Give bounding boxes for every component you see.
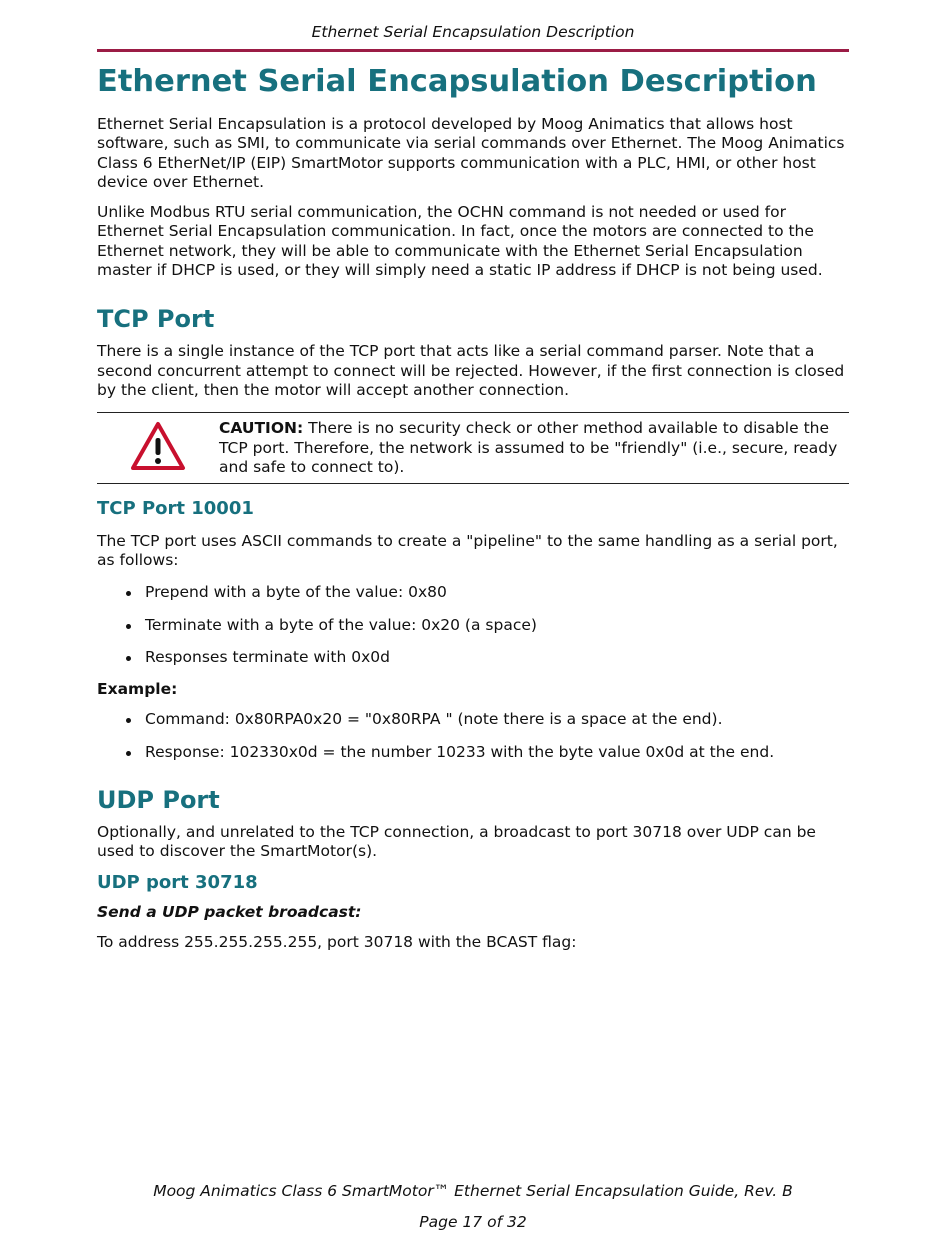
intro-paragraph-1: Ethernet Serial Encapsulation is a protocol developed by Moog Animatics that allows host software, such as SMI, to communicate via serial commands over Ethernet. The Moog Animatics Class 6 EtherNet/IP (EIP) SmartMotor supports communication with a PLC, HMI, or other host device over Ethernet. — [97, 115, 845, 191]
tcp-port-10001-paragraph: The TCP port uses ASCII commands to create a "pipeline" to the same handling as a serial port, as follows: — [97, 532, 838, 570]
tcp-port-10001-heading: TCP Port 10001 — [97, 498, 254, 520]
footer-page-number: Page 17 of 32 — [419, 1213, 527, 1231]
bullet-icon — [126, 656, 131, 661]
caution-label: CAUTION: — [219, 419, 304, 438]
caution-text — [219, 419, 849, 477]
list-item: Prepend with a byte of the value: 0x80 — [97, 583, 849, 602]
running-header: Ethernet Serial Encapsulation Description — [311, 23, 635, 41]
tcp-port-heading: TCP Port — [97, 305, 215, 334]
example-label: Example: — [97, 679, 178, 698]
page-title: Ethernet Serial Encapsulation Description — [97, 64, 817, 99]
send-broadcast-label: Send a UDP packet broadcast: — [97, 902, 362, 921]
list-item: Response: 102330x0d = the number 10233 with the byte value 0x0d at the end. — [97, 743, 849, 762]
header-rule — [97, 49, 849, 52]
example-list — [97, 710, 849, 762]
udp-port-heading: UDP Port — [97, 786, 220, 815]
bullet-icon — [126, 718, 131, 723]
list-item: Command: 0x80RPA0x20 = "0x80RPA " (note there is a space at the end). — [97, 710, 849, 729]
caution-message: There is no security check or other method available to disable the TCP port. Therefore, the network is assumed to be "friendly" (i.e., secure, ready and safe to connect to). — [219, 419, 838, 476]
page-content — [97, 63, 849, 952]
udp-port-30718-heading: UDP port 30718 — [97, 871, 258, 893]
caution-box — [97, 412, 849, 484]
tcp-rules-list — [97, 583, 849, 668]
broadcast-address-text: To address 255.255.255.255, port 30718 with the BCAST flag: — [97, 932, 577, 951]
bullet-icon — [126, 624, 131, 629]
list-item: Terminate with a byte of the value: 0x20 (a space) — [97, 616, 849, 635]
footer-guide-title: Moog Animatics Class 6 SmartMotor™ Ethernet Serial Encapsulation Guide, Rev. B — [153, 1182, 793, 1200]
list-item: Responses terminate with 0x0d — [97, 648, 849, 667]
udp-port-paragraph: Optionally, and unrelated to the TCP connection, a broadcast to port 30718 over UDP can be used to discover the SmartMotor(s). — [97, 823, 816, 861]
warning-triangle-icon — [97, 419, 219, 471]
intro-paragraph-2: Unlike Modbus RTU serial communication, the OCHN command is not needed or used for Ethernet Serial Encapsulation communication. In fact, once the motors are connected to the Ethernet network, they will be able to communicate with the Ethernet Serial Encapsulation master if DHCP is used, or they will simply need a static IP address if DHCP is not being used. — [97, 203, 823, 280]
bullet-icon — [126, 751, 131, 756]
tcp-port-paragraph: There is a single instance of the TCP port that acts like a serial command parser. Note that a second concurrent attempt to connect will be rejected. However, if the first connection is closed by the client, then the motor will accept another connection. — [97, 342, 845, 399]
bullet-icon — [126, 591, 131, 596]
